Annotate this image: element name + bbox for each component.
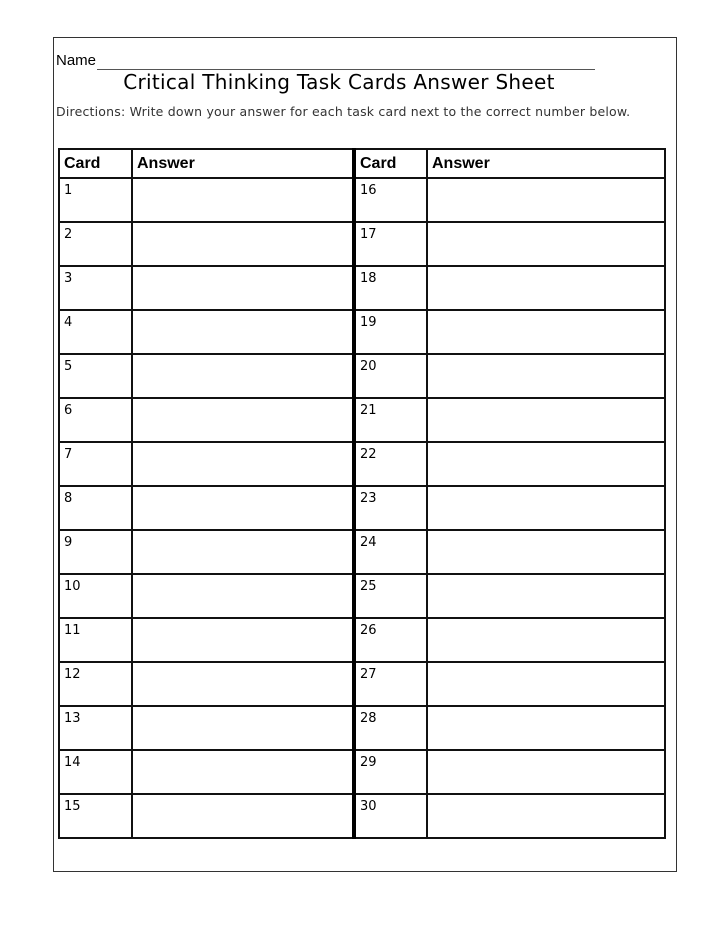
table-row [59,178,665,222]
answer-cell[interactable] [132,486,354,530]
card-number-cell: 9 [59,530,132,574]
answer-cell[interactable] [132,354,354,398]
answer-cell[interactable] [132,794,354,838]
directions-text: Directions: Write down your answer for each task card next to the correct number below. [56,104,631,119]
answer-cell[interactable] [427,442,665,486]
answer-cell[interactable] [427,398,665,442]
card-number-cell: 11 [59,618,132,662]
table-row [59,574,665,618]
answer-cell[interactable] [132,530,354,574]
answer-cell[interactable] [132,442,354,486]
column-header-card-left: Card [59,149,132,178]
answer-cell[interactable] [132,706,354,750]
card-number-cell: 29 [354,750,427,794]
card-number-cell: 13 [59,706,132,750]
table-row [59,706,665,750]
card-number-cell: 27 [354,662,427,706]
answer-cell[interactable] [132,178,354,222]
answer-cell[interactable] [427,794,665,838]
card-number-cell: 28 [354,706,427,750]
column-header-answer-left: Answer [132,149,354,178]
card-number-cell: 12 [59,662,132,706]
card-number-cell: 22 [354,442,427,486]
card-number-cell: 2 [59,222,132,266]
answer-cell[interactable] [427,354,665,398]
answer-cell[interactable] [427,486,665,530]
answer-cell[interactable] [132,662,354,706]
card-number-cell: 8 [59,486,132,530]
answer-cell[interactable] [427,178,665,222]
card-number-cell: 7 [59,442,132,486]
answer-cell[interactable] [132,750,354,794]
table-row [59,310,665,354]
answer-cell[interactable] [427,662,665,706]
answer-cell[interactable] [132,398,354,442]
table-row [59,530,665,574]
card-number-cell: 19 [354,310,427,354]
card-number-cell: 15 [59,794,132,838]
answer-cell[interactable] [427,266,665,310]
card-number-cell: 3 [59,266,132,310]
answer-cell[interactable] [427,574,665,618]
answer-cell[interactable] [132,574,354,618]
card-number-cell: 14 [59,750,132,794]
table-row [59,354,665,398]
table-row [59,486,665,530]
card-number-cell: 4 [59,310,132,354]
table-row [59,442,665,486]
card-number-cell: 18 [354,266,427,310]
card-number-cell: 5 [59,354,132,398]
table-row [59,750,665,794]
name-row [56,52,595,70]
answer-cell[interactable] [132,310,354,354]
table-row [59,662,665,706]
page-title: Critical Thinking Task Cards Answer Sheet [123,70,555,94]
answer-cell[interactable] [427,750,665,794]
column-header-answer-right: Answer [427,149,665,178]
card-number-cell: 21 [354,398,427,442]
card-number-cell: 10 [59,574,132,618]
answer-cell[interactable] [427,310,665,354]
card-number-cell: 17 [354,222,427,266]
card-number-cell: 30 [354,794,427,838]
card-number-cell: 16 [354,178,427,222]
card-number-cell: 1 [59,178,132,222]
card-number-cell: 20 [354,354,427,398]
answer-cell[interactable] [132,222,354,266]
answer-cell[interactable] [132,618,354,662]
column-header-card-right: Card [354,149,427,178]
name-input-line[interactable] [97,53,595,70]
answer-cell[interactable] [427,618,665,662]
table-row [59,794,665,838]
table-header-row [59,149,665,178]
answer-cell[interactable] [427,706,665,750]
answer-table [58,148,666,839]
answer-cell[interactable] [132,266,354,310]
table-row [59,398,665,442]
table-row [59,618,665,662]
name-label: Name [56,52,97,69]
answer-cell[interactable] [427,222,665,266]
card-number-cell: 25 [354,574,427,618]
card-number-cell: 24 [354,530,427,574]
table-row [59,266,665,310]
table-row [59,222,665,266]
card-number-cell: 6 [59,398,132,442]
answer-cell[interactable] [427,530,665,574]
card-number-cell: 26 [354,618,427,662]
card-number-cell: 23 [354,486,427,530]
